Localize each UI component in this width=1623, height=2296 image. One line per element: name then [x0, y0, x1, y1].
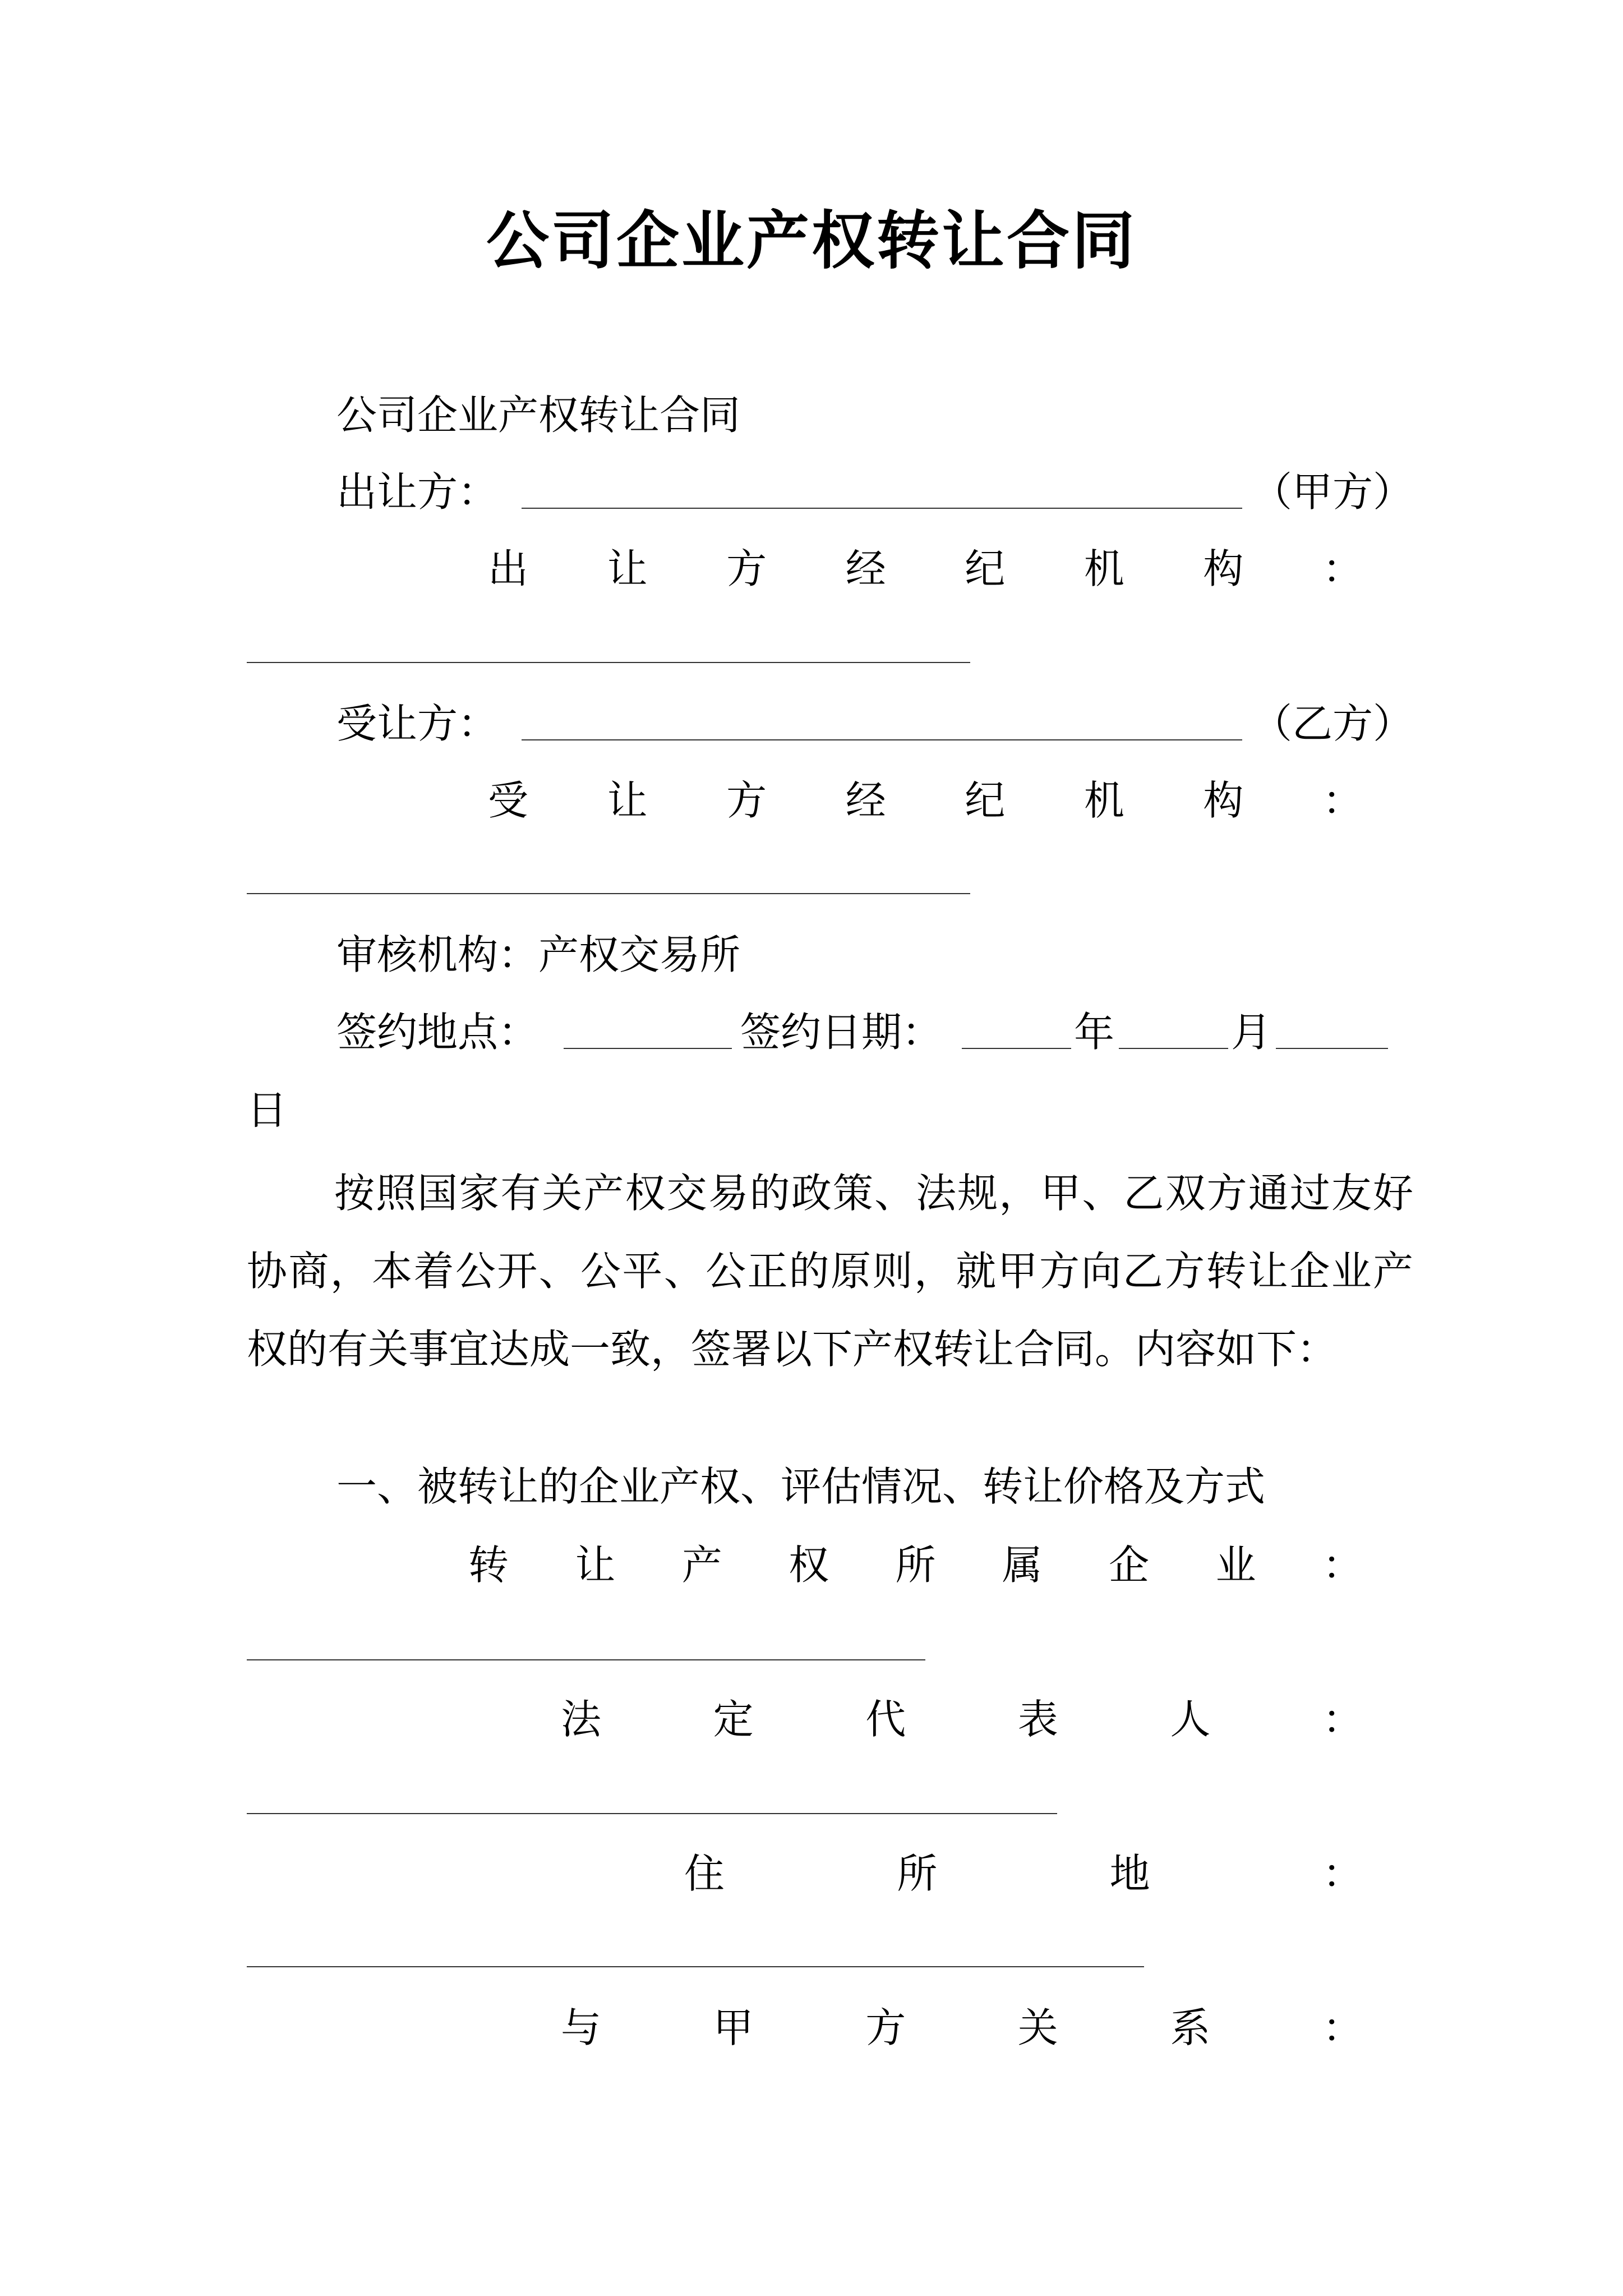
transferor-blank[interactable]: [522, 508, 1242, 509]
enterprise-char: 转: [468, 1542, 509, 1589]
legal-rep-blank[interactable]: [247, 1813, 1057, 1814]
enterprise-blank[interactable]: [247, 1659, 925, 1660]
document-title: 公司企业产权转让合同: [486, 204, 1137, 278]
agency-char: 机: [1083, 777, 1124, 824]
relation-char: 关: [1017, 2004, 1058, 2051]
signing-place-blank[interactable]: [564, 1048, 732, 1049]
enterprise-char: 权: [789, 1542, 829, 1589]
relation-char: 方: [865, 2004, 906, 2051]
address-label: [684, 1846, 1363, 1902]
legal-rep-char: 法: [561, 1696, 602, 1743]
signing-month-blank[interactable]: [1119, 1048, 1228, 1049]
agency-char: 经: [845, 777, 886, 824]
agency-char: 构: [1203, 777, 1244, 824]
transferor-agency-label: [488, 541, 1363, 597]
transferor-suffix: （甲方）: [1252, 468, 1414, 516]
relation-char: 系: [1170, 2004, 1211, 2051]
signing-month-label: 月: [1231, 1009, 1272, 1056]
agency-char: 机: [1083, 545, 1124, 592]
signing-year-blank[interactable]: [962, 1048, 1071, 1049]
agency-char: ：: [1322, 545, 1363, 592]
signing-place-label: 签约地点：: [336, 1009, 539, 1056]
enterprise-char: 让: [575, 1542, 616, 1589]
transferor-label: 出让方：: [336, 468, 499, 516]
relation-char: 甲: [713, 2004, 754, 2051]
agency-char: 方: [726, 545, 767, 592]
enterprise-char: 业: [1215, 1542, 1256, 1589]
signing-year-label: 年: [1074, 1009, 1115, 1056]
relation-char: 与: [561, 2004, 602, 2051]
agency-char: 让: [607, 777, 648, 824]
review-agency: 审核机构：产权交易所: [336, 931, 741, 978]
address-char: 住: [684, 1850, 725, 1897]
agency-char: 方: [726, 777, 767, 824]
transferee-blank[interactable]: [522, 739, 1242, 740]
address-blank[interactable]: [247, 1966, 1144, 1967]
relation-char: ：: [1322, 2004, 1363, 2051]
subtitle: 公司企业产权转让合同: [336, 392, 741, 439]
agency-char: 构: [1203, 545, 1244, 592]
transferee-agency-blank[interactable]: [247, 893, 970, 894]
enterprise-char: 产: [681, 1542, 722, 1589]
legal-rep-char: 表: [1017, 1696, 1058, 1743]
signing-date-label: 签约日期：: [740, 1009, 943, 1056]
enterprise-char: 属: [1002, 1542, 1043, 1589]
signing-day-blank[interactable]: [1276, 1048, 1388, 1049]
address-char: 地: [1109, 1850, 1150, 1897]
agency-char: 纪: [965, 777, 1006, 824]
agency-char: 让: [607, 545, 648, 592]
legal-rep-char: ：: [1322, 1696, 1363, 1743]
relation-label: [561, 2000, 1363, 2056]
agency-char: 出: [488, 545, 529, 592]
transferee-label: 受让方：: [336, 700, 499, 747]
agency-char: 受: [488, 777, 529, 824]
transferor-agency-blank[interactable]: [247, 662, 970, 663]
legal-rep-label: [561, 1691, 1363, 1747]
section-heading: 一、被转让的企业产权、评估情况、转让价格及方式: [336, 1463, 1266, 1510]
agency-char: ：: [1322, 777, 1363, 824]
enterprise-char: 所: [895, 1542, 936, 1589]
enterprise-char: 企: [1109, 1542, 1150, 1589]
transferee-suffix: （乙方）: [1252, 700, 1414, 747]
enterprise-char: ：: [1322, 1542, 1363, 1589]
signing-day-label: 日: [247, 1087, 288, 1134]
enterprise-label: [468, 1537, 1363, 1593]
legal-rep-char: 人: [1170, 1696, 1211, 1743]
intro-paragraph: 按照国家有关产权交易的政策、法规，甲、乙双方通过友好协商，本着公开、公平、公正的原则，就甲方向乙方转让企业产权的有关事宜达成一致，签署以下产权转让合同。内容如下：: [247, 1170, 1413, 1373]
agency-char: 纪: [965, 545, 1006, 592]
address-char: ：: [1322, 1850, 1363, 1897]
agency-char: 经: [845, 545, 886, 592]
legal-rep-char: 代: [865, 1696, 906, 1743]
legal-rep-char: 定: [713, 1696, 754, 1743]
transferee-agency-label: [488, 772, 1363, 829]
address-char: 所: [897, 1850, 938, 1897]
